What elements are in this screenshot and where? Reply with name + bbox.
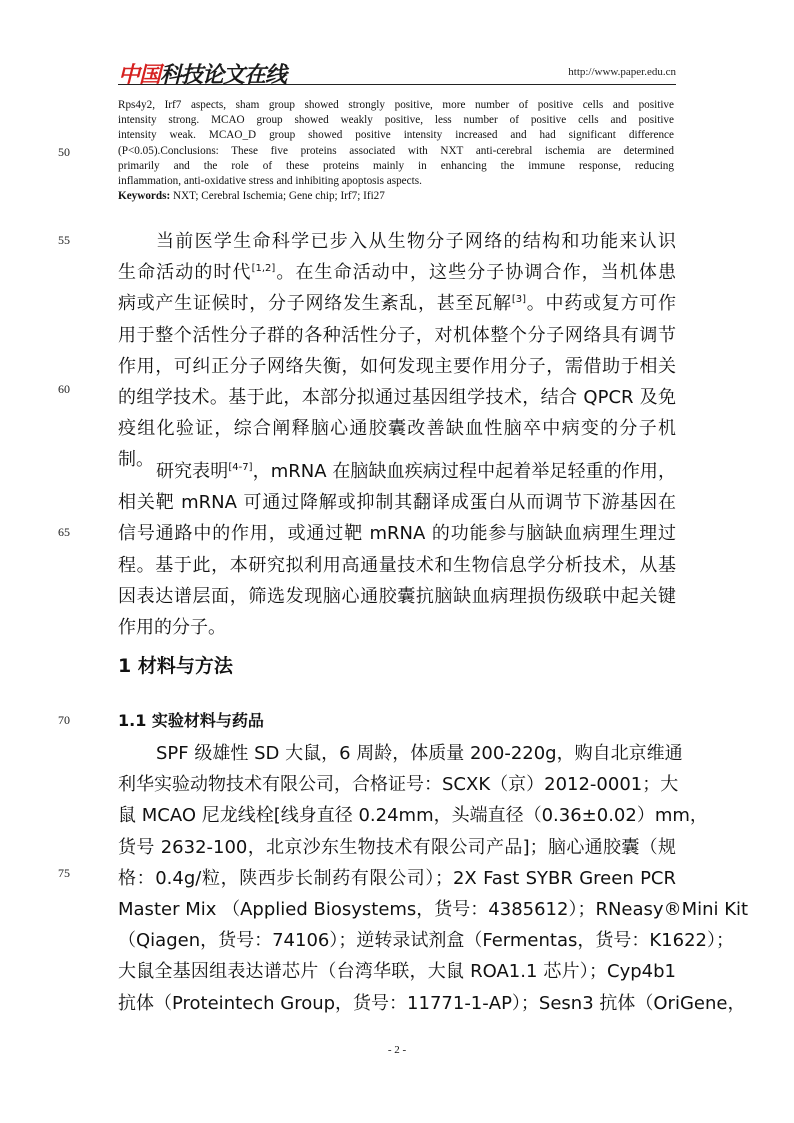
text-line: SPF 级雄性 SD 大鼠，6 周龄，体质量 200-220g，购自北京维通 [156, 743, 683, 764]
page-number: - 2 - [387, 1044, 407, 1056]
text-line: 鼠 MCAO 尼龙线栓[线身直径 0.24mm，头端直径（0.36±0.02）mm， [118, 805, 708, 827]
text-line: 当前医学生命科学已步入从生物分子网络的结构和功能来认识 [156, 231, 676, 252]
header-url: http://www.paper.edu.cn [568, 66, 676, 78]
text-line: 用于整个活性分子群的各种活性分子，对机体整个分子网络具有调节 [118, 324, 676, 346]
text-line: 病或产生证候时，分子网络发生紊乱，甚至瓦解[3]。中药或复方可作 [118, 293, 677, 315]
text-line: 研究表明[4-7]，mRNA 在脑缺血疾病过程中起着举足轻重的作用， [156, 461, 676, 482]
line-number: 70 [58, 713, 70, 727]
paragraph-materials [118, 738, 749, 1019]
keywords-label: Keywords: [118, 190, 171, 203]
abstract-text [118, 98, 674, 204]
text-line: 信号通路中的作用，或通过靶 mRNA 的功能参与脑缺血病理生理过 [118, 523, 676, 545]
abstract-line: intensity strong. MCAO group showed weakly positive, less number of positive cells and positive [118, 114, 674, 127]
site-logo: 中国科技论文在线 [118, 63, 287, 88]
text-line: 因表达谱层面，筛选发现脑心通胶囊抗脑缺血病理损伤级联中起关键 [118, 585, 676, 607]
text-line: 程。基于此，本研究拟利用高通量技术和生物信息学分析技术，从基 [118, 554, 676, 576]
text-line: 作用，可纠正分子网络失衡，如何发现主要作用分子，需借助于相关 [118, 355, 676, 377]
text-line: （Qiagen，货号：74106）；逆转录试剂盒（Fermentas，货号：K1622）； [118, 930, 734, 952]
text-line: 格：0.4g/粒，陕西步长制药有限公司）；2X Fast SYBR Green PCR [118, 867, 676, 889]
abstract-line: primarily and the role of these proteins mainly in enhancing the immune response, reducing [118, 159, 674, 172]
keywords [118, 189, 674, 204]
text-line: 的组学技术。基于此，本部分拟通过基因组学技术，结合 QPCR 及免 [118, 387, 676, 409]
abstract-line: intensity weak. MCAO_D group showed positive intensity increased and had significant difference [118, 129, 674, 142]
section-heading: 1 材料与方法 [118, 655, 233, 677]
text-line: 作用的分子。 [118, 617, 226, 639]
paragraph-research [118, 456, 676, 643]
text-line: 抗体（Proteintech Group，货号：11771-1-AP）；Sesn3 抗体（OriGene， [118, 992, 746, 1014]
citation: [3] [511, 294, 526, 306]
text-line: 相关靶 mRNA 可通过降解或抑制其翻译成蛋白从而调节下游基因在 [118, 492, 676, 514]
text-line: 货号 2632-100，北京沙东生物技术有限公司产品]；脑心通胶囊（规 [118, 836, 676, 858]
abstract-line: inflammation, anti-oxidative stress and inhibiting apoptosis aspects. [118, 175, 422, 188]
citation: [4-7] [228, 462, 253, 473]
text-line: 利华实验动物技术有限公司，合格证号：SCXK（京）2012-0001；大 [118, 774, 679, 796]
text-line: 大鼠全基因组表达谱芯片（台湾华联，大鼠 ROA1.1 芯片）；Cyp4b1 [118, 961, 676, 983]
text-line: Master Mix （Applied Biosystems，货号：4385612）；RNeasy®Mini Kit [118, 899, 749, 921]
text-line: 疫组化验证，综合阐释脑心通胶囊改善缺血性脑卒中病变的分子机 [118, 418, 676, 440]
keywords-text: NXT; Cerebral Ischemia; Gene chip; Irf7; Ifi27 [170, 190, 385, 203]
page-header [118, 58, 676, 88]
line-number: 50 [58, 145, 70, 159]
text-line: 生命活动的时代[1,2]。在生命活动中，这些分子协调合作，当机体患 [118, 262, 677, 284]
line-number: 55 [58, 233, 70, 247]
paragraph-intro [118, 226, 676, 476]
line-number: 75 [58, 866, 70, 880]
abstract-line: (P<0.05).Conclusions: These five proteins associated with NXT anti-cerebral ischemia are determined [118, 144, 674, 157]
text-line: 制。 [118, 449, 154, 471]
line-number: 65 [58, 525, 70, 539]
line-number: 60 [58, 382, 70, 396]
abstract-line: Rps4y2, Irf7 aspects, sham group showed strongly positive, more number of positive cells and positive [118, 99, 674, 111]
subsection-heading: 1.1 实验材料与药品 [118, 711, 264, 730]
citation: [1,2] [251, 263, 276, 275]
